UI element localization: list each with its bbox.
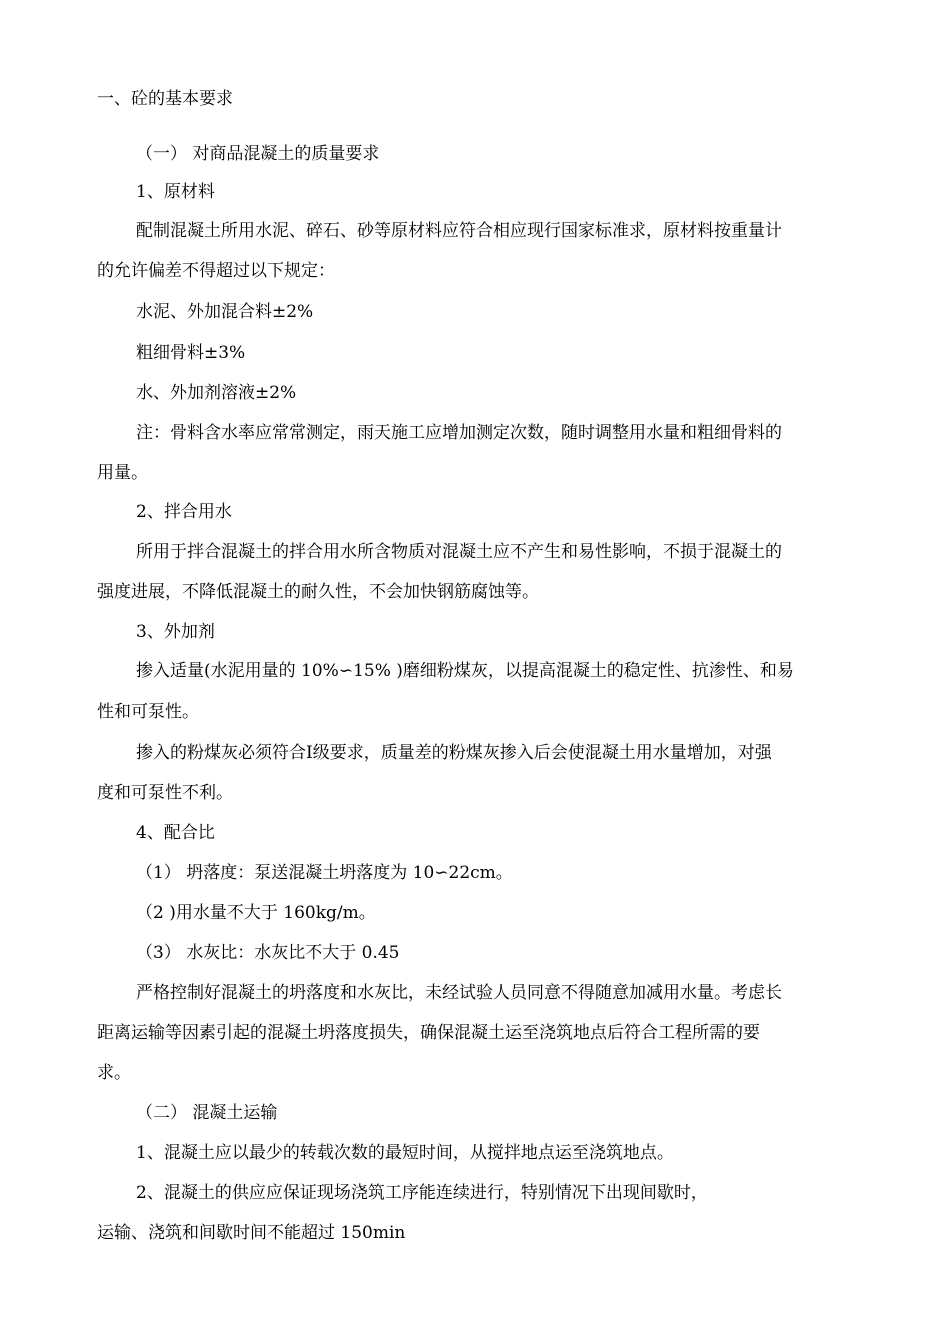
item-heading-mix-ratio: 4、配合比: [136, 823, 215, 843]
tolerance-item: 水泥、外加混合料±2%: [136, 302, 314, 322]
paragraph-line: 严格控制好混凝土的坍落度和水灰比，未经试验人员同意不得随意加减用水量。考虑长: [136, 983, 782, 1003]
note-line: 用量。: [97, 463, 148, 483]
paragraph-line: 性和可泵性。: [97, 702, 199, 722]
subsection-title-transport: （二） 混凝土运输: [136, 1103, 278, 1123]
paragraph-line: 运输、浇筑和间歇时间不能超过 150min: [97, 1223, 406, 1243]
mix-ratio-item: （1） 坍落度：泵送混凝土坍落度为 10∽22cm。: [136, 863, 513, 883]
item-heading-mixing-water: 2、拌合用水: [136, 502, 232, 522]
item-heading-raw-materials: 1、原材料: [136, 182, 215, 202]
tolerance-item: 粗细骨料±3%: [136, 343, 246, 363]
transport-item: 1、混凝土应以最少的转载次数的最短时间，从搅拌地点运至浇筑地点。: [136, 1143, 674, 1163]
paragraph-line: 的允许偏差不得超过以下规定：: [97, 261, 335, 281]
paragraph-line: 强度进展，不降低混凝土的耐久性，不会加快钢筋腐蚀等。: [97, 582, 539, 602]
paragraph-line: 掺入的粉煤灰必须符合Ⅰ级要求，质量差的粉煤灰掺入后会使混凝土用水量增加，对强: [136, 743, 772, 763]
mix-ratio-item: （2 )用水量不大于 160kg/m。: [136, 903, 376, 923]
tolerance-item: 水、外加剂溶液±2%: [136, 383, 297, 403]
item-heading-admixture: 3、外加剂: [136, 622, 215, 642]
transport-item: 2、混凝土的供应应保证现场浇筑工序能连续进行，特别情况下出现间歇时，: [136, 1183, 708, 1203]
paragraph-line: 度和可泵性不利。: [97, 783, 233, 803]
paragraph-line: 求。: [97, 1063, 131, 1083]
subsection-title-quality: （一） 对商品混凝土的质量要求: [136, 144, 380, 164]
paragraph-line: 掺入适量(水泥用量的 10%∽15% )磨细粉煤灰，以提高混凝土的稳定性、抗渗性、和易: [136, 661, 794, 681]
note-line: 注：骨料含水率应常常测定，雨天施工应增加测定次数，随时调整用水量和粗细骨料的: [136, 423, 782, 443]
mix-ratio-item: （3） 水灰比：水灰比不大于 0.45: [136, 943, 400, 963]
paragraph-line: 所用于拌合混凝土的拌合用水所含物质对混凝土应不产生和易性影响，不损于混凝土的: [136, 542, 782, 562]
section-title: 一、砼的基本要求: [97, 89, 233, 109]
paragraph-line: 距离运输等因素引起的混凝土坍落度损失，确保混凝土运至浇筑地点后符合工程所需的要: [97, 1023, 760, 1043]
paragraph-line: 配制混凝土所用水泥、碎石、砂等原材料应符合相应现行国家标准求，原材料按重量计: [136, 221, 782, 241]
